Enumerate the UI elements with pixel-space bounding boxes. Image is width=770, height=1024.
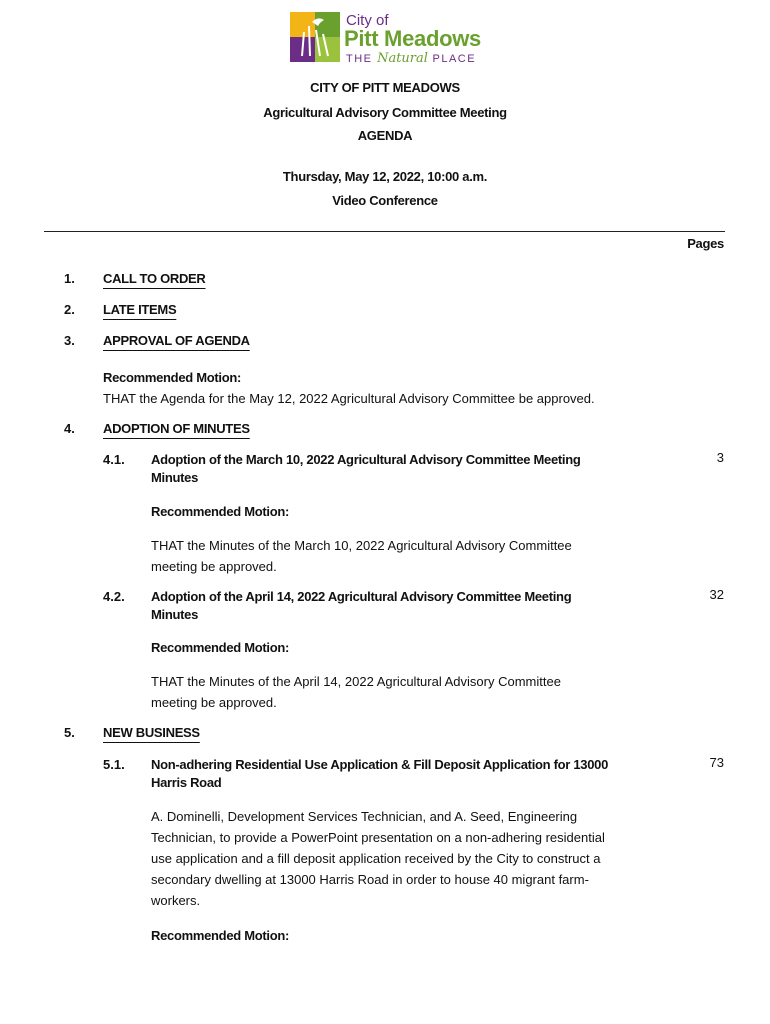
- item-5-1-title-line2: Harris Road: [151, 775, 222, 790]
- item-3-motion-text: THAT the Agenda for the May 12, 2022 Agricultural Advisory Committee be approved.: [103, 391, 595, 406]
- item-2-number: 2.: [64, 302, 75, 317]
- item-5-1-number: 5.1.: [103, 757, 125, 772]
- item-3-motion-label: Recommended Motion:: [103, 370, 242, 385]
- pages-column-header: Pages: [687, 236, 724, 251]
- item-4-2-motion-line2: meeting be approved.: [151, 695, 277, 710]
- item-4-1-motion-label: Recommended Motion:: [151, 504, 290, 519]
- item-5-1-desc-line1: A. Dominelli, Development Services Technician, and A. Seed, Engineering: [151, 809, 578, 824]
- item-4-1-motion-line1: THAT the Minutes of the March 10, 2022 Agricultural Advisory Committee: [151, 538, 572, 553]
- item-4-1-motion-line2: meeting be approved.: [151, 559, 277, 574]
- item-5-title: NEW BUSINESS: [103, 725, 200, 740]
- item-5-1-desc-line3: use application and a fill deposit application received by the City to construct a: [151, 851, 601, 866]
- item-5-1-desc-line2: Technician, to provide a PowerPoint presentation on a non-adhering residential: [151, 830, 605, 845]
- item-4-2-page: 32: [709, 587, 724, 602]
- item-5-1-desc-line4: secondary dwelling at 13000 Harris Road in order to house 40 migrant farm-: [151, 872, 589, 887]
- city-logo: [290, 12, 490, 64]
- item-4-1-title-line1: Adoption of the March 10, 2022 Agricultural Advisory Committee Meeting: [151, 452, 581, 467]
- item-3-title: APPROVAL OF AGENDA: [103, 333, 250, 348]
- item-5-1-page: 73: [709, 755, 724, 770]
- item-4-2-title-line1: Adoption of the April 14, 2022 Agricultural Advisory Committee Meeting: [151, 589, 572, 604]
- logo-name-text: Pitt Meadows: [344, 26, 481, 51]
- item-5-1-desc-line5: workers.: [151, 893, 201, 908]
- meeting-datetime: Thursday, May 12, 2022, 10:00 a.m.: [282, 169, 488, 184]
- item-4-1-title-line2: Minutes: [151, 470, 199, 485]
- item-2-title: LATE ITEMS: [103, 302, 177, 317]
- org-title: CITY OF PITT MEADOWS: [310, 80, 460, 95]
- item-4-1-page: 3: [716, 450, 724, 465]
- city-logo-mark-icon: [290, 12, 340, 62]
- item-4-2-number: 4.2.: [103, 589, 125, 604]
- item-4-2-motion-label: Recommended Motion:: [151, 640, 290, 655]
- logo-city-text: City of: [346, 12, 389, 29]
- logo-tagline: THE Natural PLACE: [346, 51, 477, 66]
- item-4-2-title-line2: Minutes: [151, 607, 199, 622]
- item-5-number: 5.: [64, 725, 75, 740]
- meeting-location: Video Conference: [332, 193, 438, 208]
- meeting-title: Agricultural Advisory Committee Meeting: [263, 105, 507, 120]
- item-1-title: CALL TO ORDER: [103, 271, 206, 286]
- item-3-number: 3.: [64, 333, 75, 348]
- doc-type: AGENDA: [357, 128, 413, 143]
- item-4-number: 4.: [64, 421, 75, 436]
- item-4-title: ADOPTION OF MINUTES: [103, 421, 250, 436]
- item-5-1-title-line1: Non-adhering Residential Use Application & Fill Deposit Application for 13000: [151, 757, 609, 772]
- item-5-1-motion-label: Recommended Motion:: [151, 928, 290, 943]
- header-divider: [44, 231, 725, 232]
- item-4-1-number: 4.1.: [103, 452, 125, 467]
- item-4-2-motion-line1: THAT the Minutes of the April 14, 2022 Agricultural Advisory Committee: [151, 674, 561, 689]
- item-1-number: 1.: [64, 271, 75, 286]
